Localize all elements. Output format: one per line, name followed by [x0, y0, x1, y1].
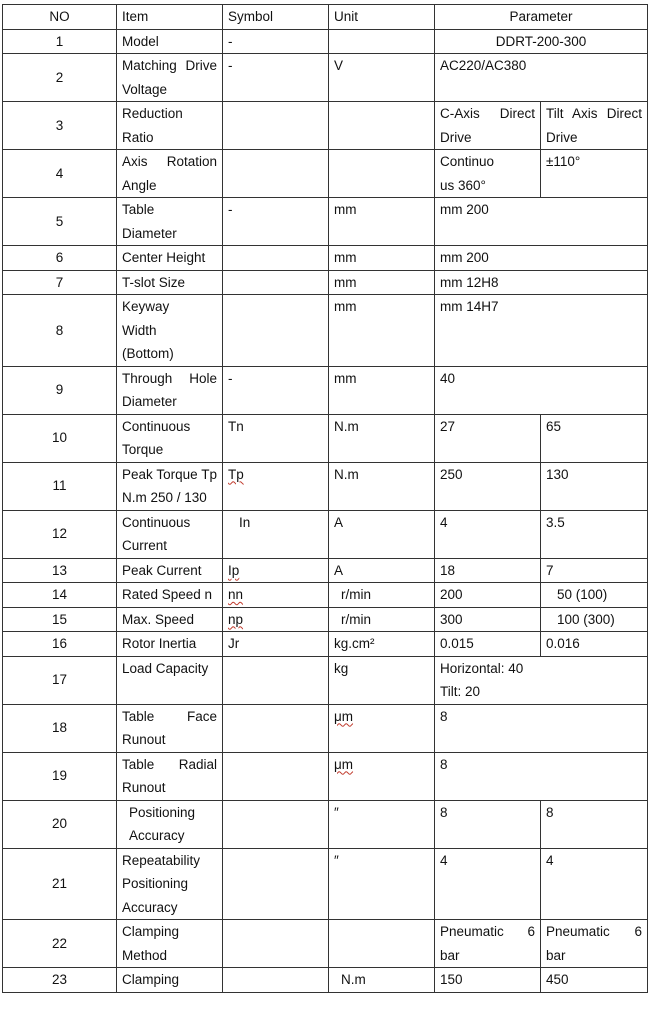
row-item: Peak Current [117, 558, 223, 583]
row-symbol [223, 607, 329, 632]
load-tilt: Tilt: 20 [440, 684, 481, 699]
row-no: 4 [3, 150, 117, 198]
row-value-tilt-axis: Pneumatic 6 bar [541, 920, 648, 968]
header-parameter: Parameter [435, 5, 648, 30]
row-no: 3 [3, 102, 117, 150]
row-value: mm 200 [435, 246, 648, 271]
row-item: Rated Speed n [117, 583, 223, 608]
row-symbol [223, 848, 329, 920]
table-row [3, 558, 648, 583]
row-value-tilt-axis: ±110° [541, 150, 648, 198]
table-row [3, 607, 648, 632]
row-no: 14 [3, 583, 117, 608]
table-row [3, 656, 648, 704]
row-item: Through Hole Diameter [117, 366, 223, 414]
row-value: 8 [435, 752, 648, 800]
row-symbol [223, 270, 329, 295]
row-no: 10 [3, 414, 117, 462]
row-item: Axis Rotation Angle [117, 150, 223, 198]
row-item: T-slot Size [117, 270, 223, 295]
row-symbol-text: nn [228, 587, 244, 602]
header-no: NO [3, 5, 117, 30]
row-symbol [223, 656, 329, 704]
table-row [3, 510, 648, 558]
row-item: Max. Speed [117, 607, 223, 632]
row-unit [329, 920, 435, 968]
row-symbol [223, 968, 329, 993]
row-symbol-text: Tp [228, 466, 244, 482]
row-symbol: Jr [223, 632, 329, 657]
row-no: 18 [3, 704, 117, 752]
row-no: 15 [3, 607, 117, 632]
row-no: 6 [3, 246, 117, 271]
row-symbol [223, 920, 329, 968]
row-value-c-axis: 4 [435, 510, 541, 558]
row-no: 7 [3, 270, 117, 295]
row-symbol [223, 150, 329, 198]
row-value: AC220/AC380 [435, 54, 648, 102]
row-value: mm 200 [435, 198, 648, 246]
row-no: 19 [3, 752, 117, 800]
row-unit-text: μm [334, 756, 354, 772]
row-symbol [223, 704, 329, 752]
row-unit [329, 102, 435, 150]
row-symbol-text: Ip [228, 562, 240, 578]
row-symbol [223, 246, 329, 271]
row-no: 9 [3, 366, 117, 414]
row-no: 11 [3, 462, 117, 510]
header-symbol: Symbol [223, 5, 329, 30]
row-value-tilt-axis: 65 [541, 414, 648, 462]
row-item: Clamping [117, 968, 223, 993]
row-item: Model [117, 29, 223, 54]
table-row [3, 246, 648, 271]
table-row [3, 583, 648, 608]
row-value-c-axis: 300 [435, 607, 541, 632]
row-no: 23 [3, 968, 117, 993]
row-unit: N.m [329, 968, 435, 993]
row-unit: kg.cm² [329, 632, 435, 657]
row-item: Repeatability Positioning Accuracy [117, 848, 223, 920]
row-no: 12 [3, 510, 117, 558]
table-row [3, 414, 648, 462]
row-value [435, 656, 648, 704]
row-item: Center Height [117, 246, 223, 271]
row-symbol [223, 558, 329, 583]
row-unit [329, 29, 435, 54]
row-no: 17 [3, 656, 117, 704]
row-unit: N.m [329, 414, 435, 462]
row-no: 8 [3, 295, 117, 367]
row-unit: mm [329, 295, 435, 367]
row-symbol [223, 752, 329, 800]
row-value-tilt-axis: 50 (100) [541, 583, 648, 608]
row-value: DDRT-200-300 [435, 29, 648, 54]
row-no: 22 [3, 920, 117, 968]
row-item: Clamping Method [117, 920, 223, 968]
row-symbol: - [223, 198, 329, 246]
row-no: 20 [3, 800, 117, 848]
row-unit: mm [329, 366, 435, 414]
row-unit: mm [329, 270, 435, 295]
row-symbol: - [223, 29, 329, 54]
row-unit: r/min [329, 607, 435, 632]
row-item: Table Radial Runout [117, 752, 223, 800]
row-value-tilt-axis: 0.016 [541, 632, 648, 657]
row-unit: r/min [329, 583, 435, 608]
table-row [3, 366, 648, 414]
row-item-text: Table Face Runout [122, 708, 217, 747]
row-symbol [223, 102, 329, 150]
row-symbol: - [223, 54, 329, 102]
table-row [3, 29, 648, 54]
row-symbol [223, 295, 329, 367]
row-symbol-text: np [228, 611, 244, 627]
row-unit: ″ [329, 848, 435, 920]
row-value-c-axis: 18 [435, 558, 541, 583]
table-row [3, 704, 648, 752]
row-value-c-axis: Pneumatic 6 bar [435, 920, 541, 968]
row-unit [329, 704, 435, 752]
row-value-c-axis: 200 [435, 583, 541, 608]
table-row [3, 54, 648, 102]
row-item: Load Capacity [117, 656, 223, 704]
row-value-tilt-axis: Tilt Axis Direct Drive [541, 102, 648, 150]
row-unit: A [329, 510, 435, 558]
row-value-tilt-axis: 450 [541, 968, 648, 993]
row-value-tilt-axis: 100 (300) [541, 607, 648, 632]
row-unit: mm [329, 246, 435, 271]
row-value-tilt-axis: 3.5 [541, 510, 648, 558]
row-item: Table Diameter [117, 198, 223, 246]
row-item: Peak Torque Tp N.m 250 / 130 [117, 462, 223, 510]
row-unit [329, 150, 435, 198]
row-unit: V [329, 54, 435, 102]
header-unit: Unit [329, 5, 435, 30]
row-symbol [223, 462, 329, 510]
row-unit: kg [329, 656, 435, 704]
row-value-c-axis: 27 [435, 414, 541, 462]
row-value-c-axis: Continuous 360° [435, 150, 541, 198]
row-item: Positioning Accuracy [117, 800, 223, 848]
row-value-c-axis: C-Axis Direct Drive [435, 102, 541, 150]
table-row [3, 752, 648, 800]
row-item: Rotor Inertia [117, 632, 223, 657]
header-item: Item [117, 5, 223, 30]
table-row [3, 632, 648, 657]
row-item: Continuous Current [117, 510, 223, 558]
row-unit-text: μm [334, 708, 354, 724]
row-item: Keyway Width (Bottom) [117, 295, 223, 367]
row-value-c-axis: 150 [435, 968, 541, 993]
table-row [3, 968, 648, 993]
row-value-c-axis: 0.015 [435, 632, 541, 657]
row-value: 40 [435, 366, 648, 414]
table-row [3, 462, 648, 510]
table-row [3, 800, 648, 848]
row-symbol: In [223, 510, 329, 558]
row-value: 8 [435, 704, 648, 752]
row-unit [329, 752, 435, 800]
table-row [3, 920, 648, 968]
row-value: mm 14H7 [435, 295, 648, 367]
row-value: mm 12H8 [435, 270, 648, 295]
spec-table [2, 4, 648, 993]
row-no: 13 [3, 558, 117, 583]
row-item [117, 704, 223, 752]
row-no: 5 [3, 198, 117, 246]
row-unit: A [329, 558, 435, 583]
table-header-row [3, 5, 648, 30]
row-unit: ″ [329, 800, 435, 848]
table-row [3, 848, 648, 920]
row-symbol: Tn [223, 414, 329, 462]
row-value-c-axis: 8 [435, 800, 541, 848]
row-item: Matching Drive Voltage [117, 54, 223, 102]
row-value-tilt-axis: 4 [541, 848, 648, 920]
row-no: 16 [3, 632, 117, 657]
table-row [3, 150, 648, 198]
row-symbol: - [223, 366, 329, 414]
table-row [3, 198, 648, 246]
row-value-tilt-axis: 8 [541, 800, 648, 848]
row-value-tilt-axis: 7 [541, 558, 648, 583]
row-value-tilt-axis: 130 [541, 462, 648, 510]
row-no: 2 [3, 54, 117, 102]
table-row [3, 270, 648, 295]
row-symbol [223, 800, 329, 848]
row-no: 21 [3, 848, 117, 920]
row-unit: mm [329, 198, 435, 246]
row-item: Continuous Torque [117, 414, 223, 462]
row-symbol [223, 583, 329, 608]
load-horizontal: Horizontal: 40 [440, 660, 524, 676]
row-unit: N.m [329, 462, 435, 510]
row-value-c-axis: 250 [435, 462, 541, 510]
table-row [3, 102, 648, 150]
row-no: 1 [3, 29, 117, 54]
row-item: Reduction Ratio [117, 102, 223, 150]
row-value-c-axis: 4 [435, 848, 541, 920]
table-row [3, 295, 648, 367]
